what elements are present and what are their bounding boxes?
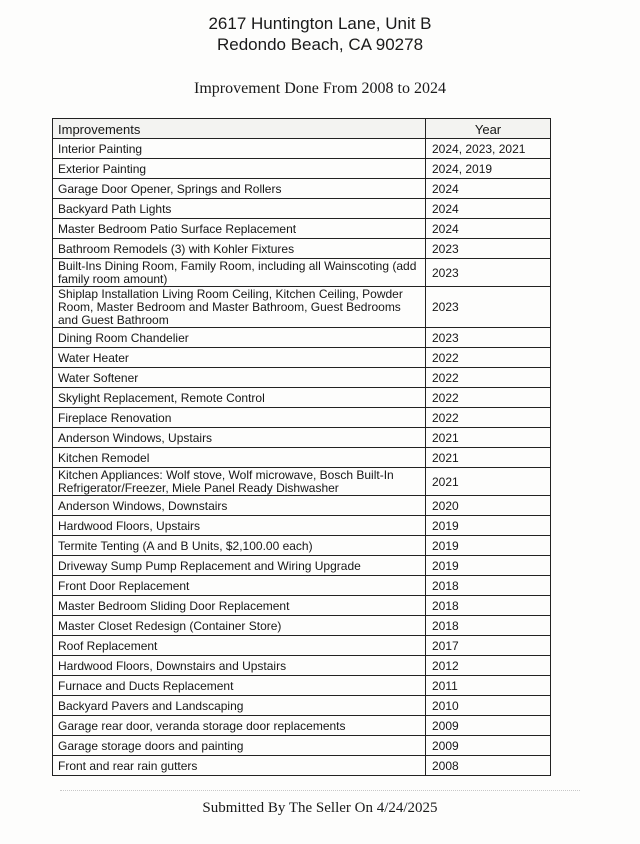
- table-row: [53, 756, 551, 776]
- improvement-cell: Garage storage doors and painting: [53, 736, 426, 756]
- improvement-cell: Shiplap Installation Living Room Ceiling, Kitchen Ceiling, Powder Room, Master Bedroom and Master Bathroom, Guest Bedrooms and Guest Bathroom: [53, 287, 426, 328]
- year-cell: 2021: [426, 448, 551, 468]
- improvement-cell: Backyard Pavers and Landscaping: [53, 696, 426, 716]
- improvement-cell: Hardwood Floors, Downstairs and Upstairs: [53, 656, 426, 676]
- document-title: Improvement Done From 2008 to 2024: [194, 80, 446, 97]
- year-cell: 2019: [426, 516, 551, 536]
- table-row: [53, 408, 551, 428]
- table-row: [53, 219, 551, 239]
- table-row: [53, 287, 551, 328]
- improvement-cell: Exterior Painting: [53, 159, 426, 179]
- table-row: [53, 656, 551, 676]
- improvement-cell: Front Door Replacement: [53, 576, 426, 596]
- improvement-cell: Roof Replacement: [53, 636, 426, 656]
- year-cell: 2023: [426, 287, 551, 328]
- improvement-cell: Front and rear rain gutters: [53, 756, 426, 776]
- year-cell: 2021: [426, 468, 551, 496]
- table-row: [53, 556, 551, 576]
- table-row: [53, 328, 551, 348]
- table-row: [53, 368, 551, 388]
- year-cell: 2017: [426, 636, 551, 656]
- table-row: [53, 516, 551, 536]
- submitted-note: Submitted By The Seller On 4/24/2025: [202, 800, 438, 816]
- address-line-1: 2617 Huntington Lane, Unit B: [208, 14, 432, 33]
- improvement-cell: Anderson Windows, Downstairs: [53, 496, 426, 516]
- year-cell: 2022: [426, 368, 551, 388]
- table-row: [53, 576, 551, 596]
- table-row: [53, 676, 551, 696]
- year-cell: 2019: [426, 556, 551, 576]
- year-cell: 2024: [426, 199, 551, 219]
- improvement-cell: Master Closet Redesign (Container Store): [53, 616, 426, 636]
- scan-artifact-line: [60, 790, 580, 791]
- table-row: [53, 468, 551, 496]
- year-cell: 2023: [426, 328, 551, 348]
- table-row: [53, 199, 551, 219]
- year-cell: 2022: [426, 408, 551, 428]
- header-year: Year: [426, 119, 551, 139]
- table-row: [53, 596, 551, 616]
- table-row: [53, 159, 551, 179]
- year-cell: 2019: [426, 536, 551, 556]
- table-row: [53, 428, 551, 448]
- year-cell: 2020: [426, 496, 551, 516]
- improvement-cell: Bathroom Remodels (3) with Kohler Fixtures: [53, 239, 426, 259]
- improvement-cell: Garage Door Opener, Springs and Rollers: [53, 179, 426, 199]
- year-cell: 2011: [426, 676, 551, 696]
- table-row: [53, 259, 551, 287]
- table-row: [53, 496, 551, 516]
- improvement-cell: Kitchen Remodel: [53, 448, 426, 468]
- table-row: [53, 616, 551, 636]
- improvement-cell: Water Heater: [53, 348, 426, 368]
- improvement-cell: Master Bedroom Sliding Door Replacement: [53, 596, 426, 616]
- improvement-cell: Dining Room Chandelier: [53, 328, 426, 348]
- year-cell: 2018: [426, 616, 551, 636]
- year-cell: 2009: [426, 736, 551, 756]
- improvement-cell: Backyard Path Lights: [53, 199, 426, 219]
- year-cell: 2018: [426, 576, 551, 596]
- table-row: [53, 348, 551, 368]
- improvement-cell: Master Bedroom Patio Surface Replacement: [53, 219, 426, 239]
- year-cell: 2023: [426, 259, 551, 287]
- year-cell: 2024, 2023, 2021: [426, 139, 551, 159]
- year-cell: 2022: [426, 348, 551, 368]
- address-line-2: Redondo Beach, CA 90278: [216, 35, 424, 54]
- improvement-cell: Termite Tenting (A and B Units, $2,100.00 each): [53, 536, 426, 556]
- year-cell: 2018: [426, 596, 551, 616]
- improvement-cell: Anderson Windows, Upstairs: [53, 428, 426, 448]
- improvements-table: [52, 118, 551, 776]
- improvement-cell: Driveway Sump Pump Replacement and Wiring Upgrade: [53, 556, 426, 576]
- table-row: [53, 716, 551, 736]
- improvement-cell: Interior Painting: [53, 139, 426, 159]
- year-cell: 2009: [426, 716, 551, 736]
- table-row: [53, 448, 551, 468]
- table-row: [53, 736, 551, 756]
- improvement-cell: Garage rear door, veranda storage door replacements: [53, 716, 426, 736]
- improvement-cell: Kitchen Appliances: Wolf stove, Wolf microwave, Bosch Built-In Refrigerator/Freezer, Miele Panel Ready Dishwasher: [53, 468, 426, 496]
- year-cell: 2010: [426, 696, 551, 716]
- improvement-cell: Furnace and Ducts Replacement: [53, 676, 426, 696]
- table-row: [53, 139, 551, 159]
- table-row: [53, 696, 551, 716]
- year-cell: 2021: [426, 428, 551, 448]
- year-cell: 2022: [426, 388, 551, 408]
- table-row: [53, 239, 551, 259]
- table-header-row: [53, 119, 551, 139]
- improvement-cell: Fireplace Renovation: [53, 408, 426, 428]
- improvement-cell: Built-Ins Dining Room, Family Room, including all Wainscoting (add family room amount): [53, 259, 426, 287]
- table-row: [53, 636, 551, 656]
- improvement-cell: Hardwood Floors, Upstairs: [53, 516, 426, 536]
- table-row: [53, 536, 551, 556]
- year-cell: 2024, 2019: [426, 159, 551, 179]
- year-cell: 2023: [426, 239, 551, 259]
- header-improvements: Improvements: [53, 119, 426, 139]
- year-cell: 2012: [426, 656, 551, 676]
- table-row: [53, 388, 551, 408]
- year-cell: 2024: [426, 179, 551, 199]
- year-cell: 2008: [426, 756, 551, 776]
- table-body: [53, 139, 551, 776]
- improvement-cell: Water Softener: [53, 368, 426, 388]
- table-row: [53, 179, 551, 199]
- improvement-cell: Skylight Replacement, Remote Control: [53, 388, 426, 408]
- year-cell: 2024: [426, 219, 551, 239]
